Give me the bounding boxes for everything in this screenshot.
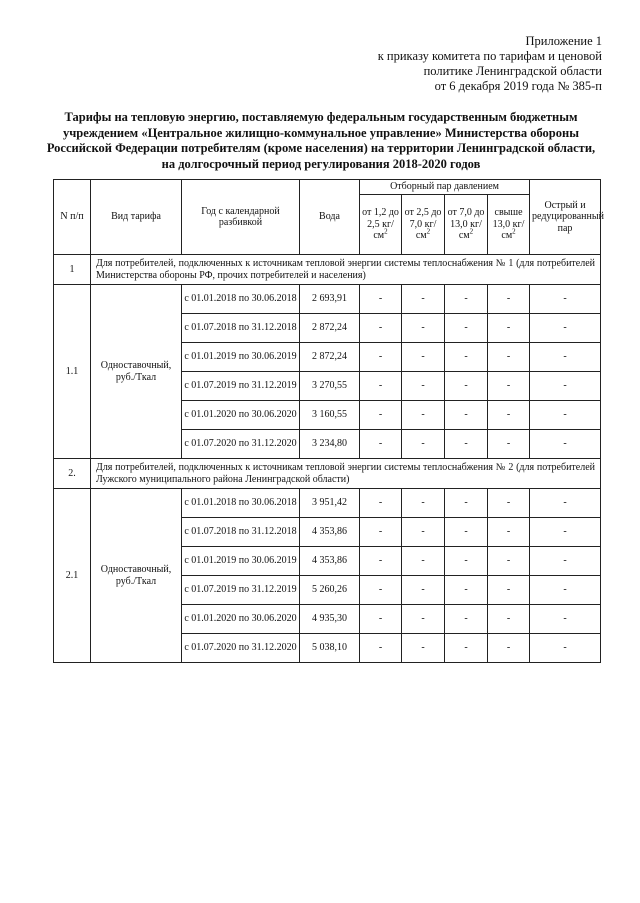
sharp-steam-value: - (530, 634, 601, 663)
steam-3-value: - (445, 372, 488, 401)
steam-4-value: - (488, 547, 530, 576)
period-cell: с 01.01.2020 по 30.06.2020 (182, 401, 300, 430)
steam-2-value: - (402, 518, 445, 547)
steam-4-value: - (488, 401, 530, 430)
steam-1-value: - (360, 518, 402, 547)
water-value: 4 935,30 (300, 605, 360, 634)
steam-2-value: - (402, 605, 445, 634)
table-row (54, 489, 601, 518)
period-cell: с 01.07.2019 по 31.12.2019 (182, 372, 300, 401)
header-steam-3 (445, 195, 488, 255)
steam-2-value: - (402, 547, 445, 576)
steam-4-value: - (488, 576, 530, 605)
subsection-num: 1.1 (54, 285, 91, 459)
steam-3-value: - (445, 430, 488, 459)
steam-2-value: - (402, 372, 445, 401)
period-cell: с 01.01.2020 по 30.06.2020 (182, 605, 300, 634)
steam-1-value: - (360, 547, 402, 576)
steam-1-value: - (360, 285, 402, 314)
steam-2-value: - (402, 634, 445, 663)
period-cell: с 01.07.2020 по 31.12.2020 (182, 634, 300, 663)
steam-4-value: - (488, 372, 530, 401)
sharp-steam-value: - (530, 518, 601, 547)
header-steam-2 (402, 195, 445, 255)
sharp-steam-value: - (530, 430, 601, 459)
water-value: 3 234,80 (300, 430, 360, 459)
sharp-steam-value: - (530, 576, 601, 605)
sharp-steam-value: - (530, 489, 601, 518)
steam-2-value: - (402, 314, 445, 343)
sharp-steam-value: - (530, 605, 601, 634)
water-value: 5 260,26 (300, 576, 360, 605)
steam-2-value: - (402, 285, 445, 314)
superscript: 2 (469, 227, 474, 236)
steam-4-value: - (488, 314, 530, 343)
period-cell: с 01.07.2019 по 31.12.2019 (182, 576, 300, 605)
sharp-steam-value: - (530, 285, 601, 314)
steam-4-value: - (488, 634, 530, 663)
subsection-num: 2.1 (54, 489, 91, 663)
water-value: 5 038,10 (300, 634, 360, 663)
header-steam-4 (488, 195, 530, 255)
sharp-steam-value: - (530, 401, 601, 430)
header-steam-1 (360, 195, 402, 255)
steam-2-value: - (402, 430, 445, 459)
water-value: 4 353,86 (300, 518, 360, 547)
section-num: 2. (54, 459, 91, 489)
steam-1-value: - (360, 343, 402, 372)
sharp-steam-value: - (530, 372, 601, 401)
steam-4-value: - (488, 518, 530, 547)
water-value: 2 872,24 (300, 314, 360, 343)
header-steam-2-label: от 2,5 до 7,0 кг/см (404, 207, 442, 242)
header-tariff-type: Вид тарифа (91, 180, 182, 255)
period-cell: с 01.07.2018 по 31.12.2018 (182, 518, 300, 547)
steam-1-value: - (360, 314, 402, 343)
section-row (54, 459, 601, 489)
appendix-line: к приказу комитета по тарифам и ценовой (377, 49, 602, 63)
header-num: N п/п (54, 180, 91, 255)
header-steam-group: Отборный пар давлением (360, 180, 530, 195)
steam-1-value: - (360, 430, 402, 459)
water-value: 2 872,24 (300, 343, 360, 372)
section-description: Для потребителей, подключенных к источникам тепловой энергии системы теплоснабжения № 2 (для потребителей Лужского муниципального района Ленинградской области) (91, 459, 601, 489)
tariff-type: Одноставочный, руб./Ткал (91, 489, 182, 663)
steam-3-value: - (445, 314, 488, 343)
steam-3-value: - (445, 605, 488, 634)
header-year: Год с календарной разбивкой (182, 180, 300, 255)
steam-1-value: - (360, 634, 402, 663)
section-row (54, 255, 601, 285)
period-cell: с 01.01.2019 по 30.06.2019 (182, 547, 300, 576)
superscript: 2 (512, 227, 516, 236)
steam-3-value: - (445, 518, 488, 547)
steam-4-value: - (488, 285, 530, 314)
section-num: 1 (54, 255, 91, 285)
period-cell: с 01.07.2018 по 31.12.2018 (182, 314, 300, 343)
appendix-line: Приложение 1 (525, 34, 602, 48)
steam-2-value: - (402, 343, 445, 372)
steam-3-value: - (445, 285, 488, 314)
steam-1-value: - (360, 372, 402, 401)
water-value: 3 160,55 (300, 401, 360, 430)
steam-3-value: - (445, 489, 488, 518)
steam-2-value: - (402, 576, 445, 605)
sharp-steam-value: - (530, 314, 601, 343)
steam-3-value: - (445, 343, 488, 372)
water-value: 3 951,42 (300, 489, 360, 518)
header-steam-3-label: от 7,0 до 13,0 кг/см (447, 207, 485, 242)
steam-3-value: - (445, 547, 488, 576)
appendix-header (302, 34, 602, 94)
header-sharp-steam: Острый и редуцированный пар (530, 180, 601, 255)
tariff-type: Одноставочный, руб./Ткал (91, 285, 182, 459)
section-description: Для потребителей, подключенных к источникам тепловой энергии системы теплоснабжения № 1 (для потребителей Министерства обороны РФ, прочих потребителей и населения) (91, 255, 601, 285)
sharp-steam-value: - (530, 343, 601, 372)
steam-4-value: - (488, 489, 530, 518)
header-water: Вода (300, 180, 360, 255)
steam-4-value: - (488, 343, 530, 372)
header-steam-4-label: свыше 13,0 кг/см (492, 207, 525, 242)
steam-3-value: - (445, 401, 488, 430)
steam-4-value: - (488, 605, 530, 634)
period-cell: с 01.01.2019 по 30.06.2019 (182, 343, 300, 372)
steam-1-value: - (360, 401, 402, 430)
steam-3-value: - (445, 576, 488, 605)
steam-3-value: - (445, 634, 488, 663)
water-value: 3 270,55 (300, 372, 360, 401)
appendix-line: от 6 декабря 2019 года № 385-п (434, 79, 602, 93)
appendix-line: политике Ленинградской области (423, 64, 602, 78)
superscript: 2 (384, 227, 388, 236)
period-cell: с 01.07.2020 по 31.12.2020 (182, 430, 300, 459)
period-cell: с 01.01.2018 по 30.06.2018 (182, 285, 300, 314)
tariff-table (53, 179, 604, 663)
steam-1-value: - (360, 605, 402, 634)
steam-4-value: - (488, 430, 530, 459)
steam-2-value: - (402, 489, 445, 518)
water-value: 4 353,86 (300, 547, 360, 576)
document-title: Тарифы на тепловую энергию, поставляемую федеральным государственным бюджетным учреждением «Центральное жилищно-коммунальное управление» Министерства обороны Российской Федерации потребителям (кроме населения) на территории Ленинградской области, на долгосрочный период регулирования 2018-2020 годов (46, 110, 596, 171)
header-steam-1-label: от 1,2 до 2,5 кг/см (362, 207, 399, 242)
sharp-steam-value: - (530, 547, 601, 576)
steam-1-value: - (360, 576, 402, 605)
steam-2-value: - (402, 401, 445, 430)
superscript: 2 (426, 227, 431, 236)
water-value: 2 693,91 (300, 285, 360, 314)
steam-1-value: - (360, 489, 402, 518)
period-cell: с 01.01.2018 по 30.06.2018 (182, 489, 300, 518)
table-row (54, 285, 601, 314)
